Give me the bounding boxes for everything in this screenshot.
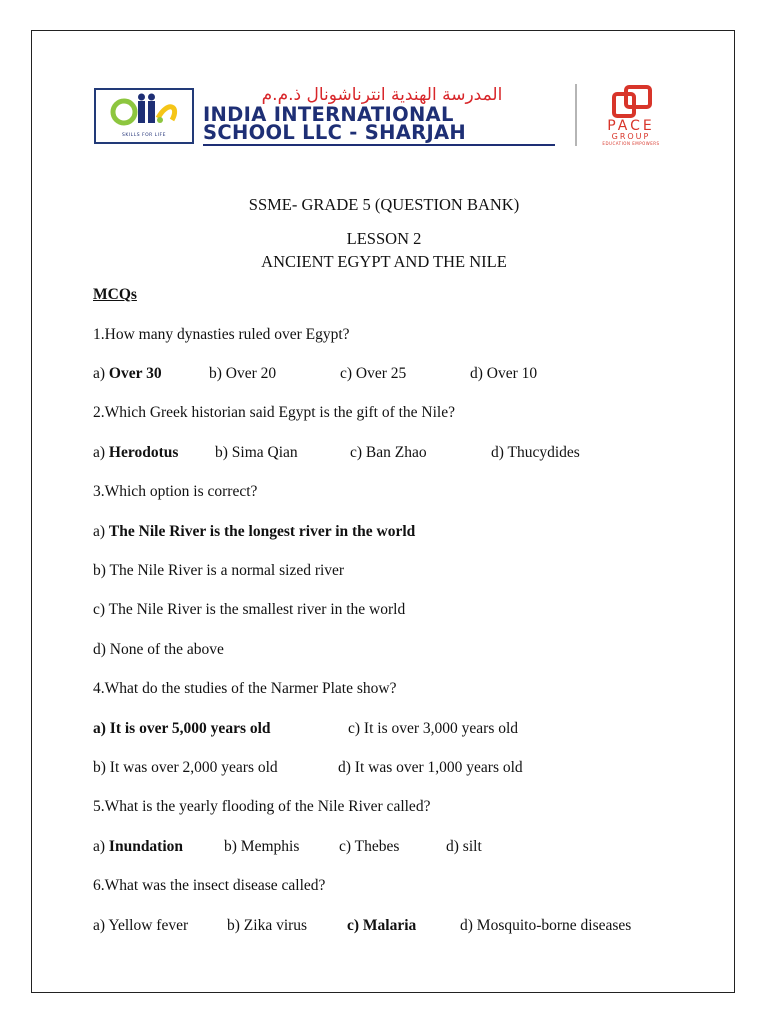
- left-logo-tagline: SKILLS FOR LIFE: [122, 133, 166, 138]
- q2-option-d: d) Thucydides: [491, 444, 580, 461]
- q2-option-b: b) Sima Qian: [215, 444, 298, 461]
- q4-option-c: c) It is over 3,000 years old: [348, 720, 519, 737]
- question-1: 1.How many dynasties ruled over Egypt?: [93, 326, 350, 343]
- q6-option-a: a) Yellow fever: [93, 917, 189, 934]
- q1-option-c: c) Over 25: [340, 365, 407, 382]
- q5-option-a: a) Inundation: [93, 838, 184, 855]
- q3-option-b: b) The Nile River is a normal sized river: [93, 562, 345, 579]
- pace-tagline: EDUCATION EMPOWERS: [602, 141, 660, 146]
- header-divider: [575, 84, 577, 146]
- school-logo: [94, 88, 194, 144]
- lesson-number: LESSON 2: [346, 229, 422, 248]
- question-6: 6.What was the insect disease called?: [93, 877, 326, 894]
- pace-name: PACE: [607, 118, 655, 134]
- school-name-line2: SCHOOL LLC - SHARJAH: [203, 121, 467, 144]
- q5-option-d: d) silt: [446, 838, 482, 855]
- q1-option-b: b) Over 20: [209, 365, 277, 382]
- question-2: 2.Which Greek historian said Egypt is the gift of the Nile?: [93, 404, 456, 421]
- arabic-school-name: المدرسة الهندية انترناشونال ذ.م.م: [261, 85, 503, 105]
- q1-option-d: d) Over 10: [470, 365, 538, 382]
- school-name-line1: INDIA INTERNATIONAL: [203, 103, 454, 126]
- q4-option-a: a) It is over 5,000 years old: [93, 720, 271, 737]
- q3-option-d: d) None of the above: [93, 641, 224, 658]
- pace-group: GROUP: [611, 132, 651, 141]
- header-underline: [203, 144, 555, 146]
- question-4: 4.What do the studies of the Narmer Plate show?: [93, 680, 397, 697]
- q1-option-a: a) Over 30: [93, 365, 162, 382]
- question-3: 3.Which option is correct?: [93, 483, 258, 500]
- section-label: [93, 286, 137, 304]
- q2-option-a: a) Herodotus: [93, 444, 179, 461]
- q6-option-b: b) Zika virus: [227, 917, 308, 934]
- q4-option-d: d) It was over 1,000 years old: [338, 759, 523, 776]
- school-header: [92, 84, 676, 148]
- q4-option-b: b) It was over 2,000 years old: [93, 759, 278, 776]
- q3-option-c: c) The Nile River is the smallest river in the world: [93, 601, 406, 618]
- q5-option-c: c) Thebes: [339, 838, 400, 855]
- lesson-title: ANCIENT EGYPT AND THE NILE: [261, 252, 507, 271]
- mcqs-heading: MCQs: [93, 286, 137, 303]
- q6-option-c: c) Malaria: [347, 917, 417, 934]
- q5-option-b: b) Memphis: [224, 838, 300, 855]
- q3-option-a: a) The Nile River is the longest river in the world: [93, 523, 416, 540]
- question-bank-title: SSME- GRADE 5 (QUESTION BANK): [248, 195, 520, 214]
- q6-option-d: d) Mosquito-borne diseases: [460, 917, 632, 934]
- q2-option-c: c) Ban Zhao: [350, 444, 427, 461]
- question-5: 5.What is the yearly flooding of the Nile River called?: [93, 798, 431, 815]
